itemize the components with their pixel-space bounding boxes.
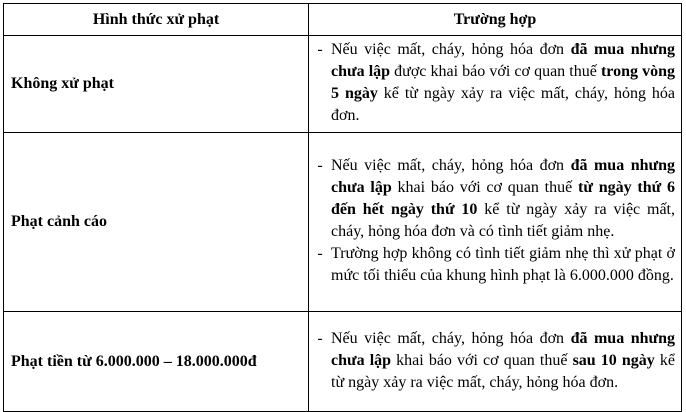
table-row bbox=[4, 133, 682, 312]
case-text bbox=[331, 328, 675, 394]
case-text-run: kể từ ngày xảy ra việc mất, cháy, hỏng hóa đơn. bbox=[331, 85, 675, 124]
penalty-form-cell: Phạt tiền từ 6.000.000 – 18.000.000đ bbox=[4, 312, 309, 412]
case-cell bbox=[309, 312, 682, 412]
case-item bbox=[309, 243, 675, 287]
bullet-dash: - bbox=[317, 245, 323, 262]
case-text-run: khai báo với cơ quan thuế bbox=[391, 179, 578, 196]
case-text bbox=[331, 243, 675, 287]
case-text-run: khai báo với cơ quan thuế bbox=[391, 351, 573, 369]
bullet-dash: - bbox=[317, 157, 323, 174]
case-text-run: Trường hợp không có tình tiết giảm nhẹ thì xử phạt ở mức tối thiểu của khung hình phạt là 6.000.000 đồng. bbox=[331, 245, 675, 284]
case-item bbox=[309, 328, 675, 394]
case-text-bold: đã mua nhưng chưa lập bbox=[331, 329, 675, 369]
case-text-bold: sau 10 ngày bbox=[572, 351, 655, 369]
case-text-run: kể từ ngày xảy ra việc mất, cháy, hỏng hóa đơn. bbox=[331, 351, 676, 391]
case-cell bbox=[309, 36, 682, 133]
case-item bbox=[309, 155, 675, 243]
case-text-bold: đã mua nhưng chưa lập bbox=[331, 157, 675, 196]
case-text-run: được khai báo với cơ quan thuế bbox=[390, 63, 601, 80]
case-text bbox=[331, 155, 675, 243]
case-text-bold: đã mua nhưng chưa lập bbox=[331, 41, 675, 80]
bullet-dash: - bbox=[317, 329, 323, 347]
penalty-table bbox=[3, 3, 682, 412]
case-item bbox=[309, 39, 675, 127]
header-case: Trường hợp bbox=[309, 4, 682, 36]
bullet-dash: - bbox=[317, 41, 323, 58]
case-text-bold: từ ngày thứ 6 đến hết ngày thứ 10 bbox=[331, 179, 676, 218]
header-penalty-form: Hình thức xử phạt bbox=[4, 4, 309, 36]
case-cell bbox=[309, 133, 682, 312]
case-text-run: Nếu việc mất, cháy, hỏng hóa đơn bbox=[331, 41, 571, 58]
case-text-bold: trong vòng 5 ngày bbox=[331, 63, 676, 102]
case-text-run: kể từ ngày xảy ra việc mất, cháy, hỏng hóa đơn và có tình tiết giảm nhẹ. bbox=[331, 201, 676, 240]
case-text-run: Nếu việc mất, cháy, hỏng hóa đơn bbox=[331, 157, 571, 174]
case-text-run: Nếu việc mất, cháy, hỏng hóa đơn bbox=[331, 329, 571, 347]
table-row bbox=[4, 36, 682, 133]
penalty-form-cell: Phạt cảnh cáo bbox=[4, 133, 309, 312]
penalty-form-cell: Không xử phạt bbox=[4, 36, 309, 133]
case-text bbox=[331, 39, 675, 127]
table-row bbox=[4, 312, 682, 412]
header-row bbox=[4, 4, 682, 36]
